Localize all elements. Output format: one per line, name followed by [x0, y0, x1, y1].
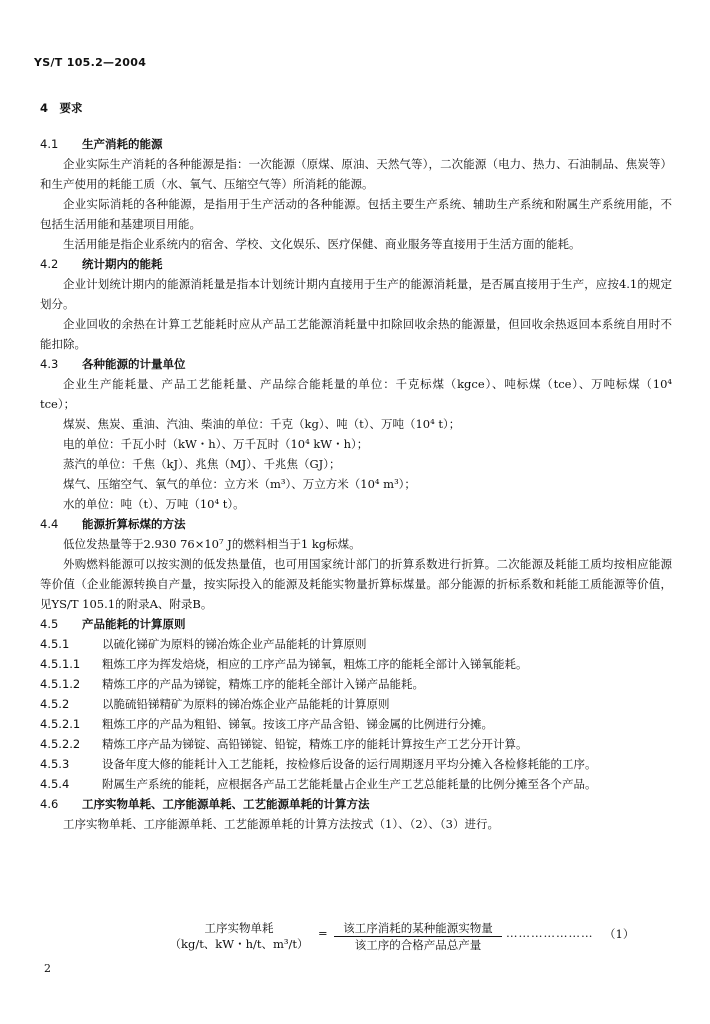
section-heading-4-6: 4.6 工序实物单耗、工序能源单耗、工艺能源单耗的计算方法 [40, 797, 370, 811]
clause-4-5-3: 4.5.3 设备年度大修的能耗计入工艺能耗，按检修后设备的运行周期逐月平均分摊入各检修耗能的工序。 [40, 757, 597, 771]
unit-line-steam: 蒸汽的单位：千焦（kJ）、兆焦（MJ）、千兆焦（GJ）； [63, 457, 341, 471]
paragraph-4-4-2: 外购燃料能源可以按实测的低发热量值，也可用国家统计部门的折算系数进行折算。二次能源及耗能工质均按相应能源等价值（企业能源转换自产量，按实际投入的能源及耗能实物量折算标煤量。部分能源的折标系数和耗能工质能源等价值，见YS/T 105.1的附录A、附录B。 [40, 557, 672, 611]
section-heading-4: 4 要求 [40, 101, 83, 115]
clause-4-5-1-2: 4.5.1.2 精炼工序的产品为锑锭，精炼工序的能耗全部计入锑产品能耗。 [40, 677, 424, 691]
formula-numerator: 该工序消耗的某种能源实物量 [334, 920, 502, 937]
paragraph-4-2-2: 企业回收的余热在计算工艺能耗时应从产品工艺能源消耗量中扣除回收余热的能源量，但回收余热返回本系统自用时不能扣除。 [40, 317, 672, 351]
unit-line-fuel: 煤炭、焦炭、重油、汽油、柴油的单位：千克（kg）、吨（t）、万吨（10⁴ t）； [63, 417, 461, 431]
section-heading-4-2: 4.2 统计期内的能耗 [40, 257, 163, 271]
standard-number-header: YS/T 105.2—2004 [34, 56, 147, 69]
clause-4-5-2: 4.5.2 以脆硫铅锑精矿为原料的锑冶炼企业产品能耗的计算原则 [40, 697, 390, 711]
paragraph-4-1-2: 企业实际消耗的各种能源，是指用于生产活动的各种能源。包括主要生产系统、辅助生产系统和附属生产系统用能，不包括生活用能和基建项目用能。 [40, 197, 672, 231]
clause-4-5-2-1: 4.5.2.1 粗炼工序的产品为粗铅、锑氧。按该工序产品含铅、锑金属的比例进行分摊。 [40, 717, 493, 731]
paragraph-4-1-3: 生活用能是指企业系统内的宿舍、学校、文化娱乐、医疗保健、商业服务等直接用于生活方面的能耗。 [63, 237, 581, 251]
formula-denominator: 该工序的合格产品总产量 [354, 938, 482, 952]
unit-line-gas: 煤气、压缩空气、氧气的单位：立方米（m³）、万立方米（10⁴ m³）； [63, 477, 416, 491]
clause-4-5-2-2: 4.5.2.2 精炼工序产品为锑锭、高铅锑锭、铅锭，精炼工序的能耗计算按生产工艺分开计算。 [40, 737, 528, 751]
formula-fraction [334, 920, 502, 953]
unit-line-electricity: 电的单位：千瓦小时（kW・h）、万千瓦时（10⁴ kW・h）； [63, 437, 369, 451]
formula-1 [164, 920, 634, 956]
formula-leader-dots: ………………… [506, 926, 594, 940]
formula-number: （1） [604, 927, 635, 941]
clause-4-5-1-1: 4.5.1.1 粗炼工序为挥发焙烧，相应的工序产品为锑氧，粗炼工序的能耗全部计入锑氧能耗。 [40, 657, 528, 671]
section-heading-4-5: 4.5 产品能耗的计算原则 [40, 617, 186, 631]
formula-lhs: 工序实物单耗 （kg/t、kW・h/t、m³/t） [169, 921, 309, 951]
paragraph-4-4-1: 低位发热量等于2.930 76×10⁷ J的燃料相当于1 kg标煤。 [63, 537, 361, 551]
paragraph-4-6-1: 工序实物单耗、工序能源单耗、工艺能源单耗的计算方法按式（1）、（2）、（3）进行。 [63, 817, 499, 831]
paragraph-4-1-1: 企业实际生产消耗的各种能源是指：一次能源（原煤、原油、天然气等），二次能源（电力、热力、石油制品、焦炭等）和生产使用的耗能工质（水、氧气、压缩空气等）所消耗的能源。 [40, 157, 672, 191]
section-heading-4-4: 4.4 能源折算标煤的方法 [40, 517, 186, 531]
clause-4-5-4: 4.5.4 附属生产系统的能耗，应根据各产品工艺能耗量占企业生产工艺总能耗量的比例分摊至各个产品。 [40, 777, 597, 791]
section-heading-4-3: 4.3 各种能源的计量单位 [40, 357, 186, 371]
page-number: 2 [44, 962, 51, 975]
unit-line-water: 水的单位：吨（t）、万吨（10⁴ t）。 [63, 497, 245, 511]
paragraph-4-3-1: 企业生产能耗量、产品工艺能耗量、产品综合能耗量的单位：千克标煤（kgce）、吨标煤（tce）、万吨标煤（10⁴ tce）； [40, 377, 672, 411]
clause-4-5-1: 4.5.1 以硫化锑矿为原料的锑冶炼企业产品能耗的计算原则 [40, 637, 367, 651]
paragraph-4-2-1: 企业计划统计期内的能源消耗量是指本计划统计期内直接用于生产的能源消耗量，是否属直接用于生产，应按4.1的规定划分。 [40, 277, 672, 311]
formula-equals: = [318, 926, 328, 940]
section-heading-4-1: 4.1 生产消耗的能源 [40, 137, 163, 151]
document-body [40, 96, 672, 834]
